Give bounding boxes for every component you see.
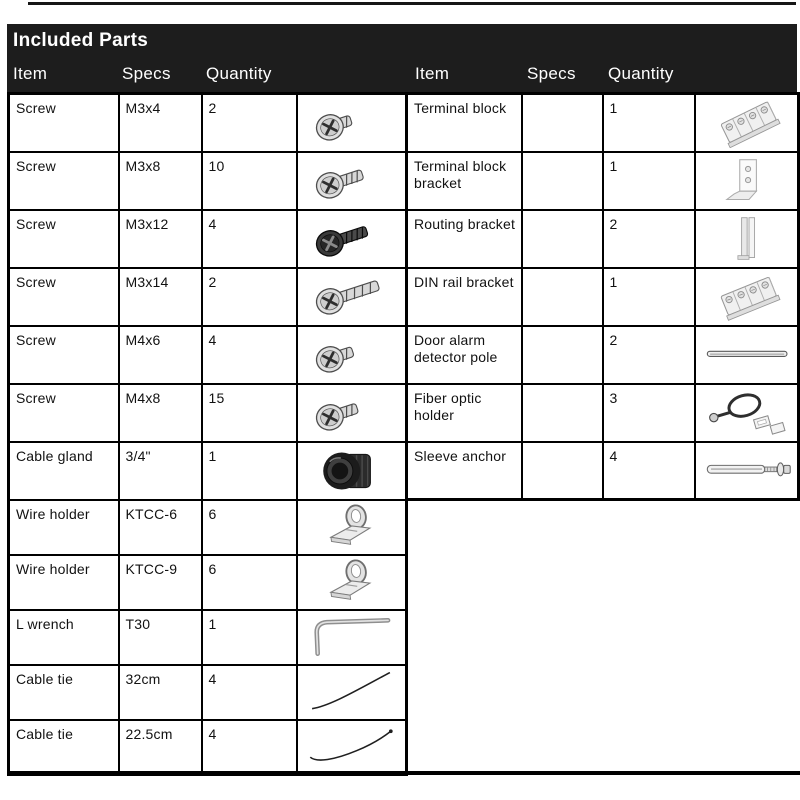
quantity-cell: 4 [202, 210, 297, 268]
part-image-cell [695, 268, 799, 326]
table-row [9, 326, 407, 384]
wire-holder-icon [303, 502, 399, 552]
table-row [407, 326, 799, 384]
quantity-cell: 4 [202, 720, 297, 775]
specs-cell: 32cm [119, 665, 202, 720]
quantity-cell: 15 [202, 384, 297, 442]
part-image-cell [695, 442, 799, 500]
quantity-cell: 4 [202, 326, 297, 384]
part-image-cell [297, 210, 407, 268]
table-row [407, 210, 799, 268]
terminal-block-icon [701, 98, 797, 148]
sleeve-anchor-icon [701, 445, 797, 495]
right-item-column-header: Item [415, 64, 450, 83]
screw-m4x8-icon [303, 388, 399, 438]
wire-holder-icon [303, 557, 399, 607]
quantity-cell: 2 [202, 94, 297, 152]
part-image-cell [297, 720, 407, 775]
table-row [9, 442, 407, 500]
part-image-cell [297, 94, 407, 152]
table-row [9, 720, 407, 775]
part-image-cell [297, 384, 407, 442]
table-row [9, 610, 407, 665]
item-cell: Cable gland [9, 442, 119, 500]
part-image-cell [297, 665, 407, 720]
item-cell: Screw [9, 210, 119, 268]
part-image-cell [297, 500, 407, 555]
specs-cell: M4x6 [119, 326, 202, 384]
specs-cell: KTCC-9 [119, 555, 202, 610]
specs-cell: M3x12 [119, 210, 202, 268]
left-item-column-header: Item [13, 64, 48, 83]
table-row [407, 268, 799, 326]
item-cell: Terminal block [407, 94, 522, 152]
specs-cell [522, 210, 603, 268]
item-cell: Sleeve anchor [407, 442, 522, 500]
quantity-cell: 10 [202, 152, 297, 210]
specs-cell [522, 268, 603, 326]
quantity-cell: 2 [202, 268, 297, 326]
table-row [407, 152, 799, 210]
quantity-cell: 2 [603, 326, 695, 384]
item-cell: Fiber optic holder [407, 384, 522, 442]
table-row [9, 555, 407, 610]
left-specs-column-header: Specs [122, 64, 171, 83]
part-image-cell [297, 555, 407, 610]
specs-cell: M4x8 [119, 384, 202, 442]
table-row [9, 94, 407, 152]
specs-cell [522, 326, 603, 384]
screw-m4x6-icon [303, 330, 399, 380]
routing-bracket-icon [701, 214, 797, 264]
item-cell: DIN rail bracket [407, 268, 522, 326]
quantity-cell: 4 [202, 665, 297, 720]
detector-pole-icon [701, 330, 797, 380]
quantity-cell: 3 [603, 384, 695, 442]
bottom-border-line [7, 771, 800, 775]
quantity-cell: 1 [202, 442, 297, 500]
top-border-line [28, 2, 796, 5]
part-image-cell [695, 152, 799, 210]
part-image-cell [695, 384, 799, 442]
specs-cell: M3x14 [119, 268, 202, 326]
screw-m3x8-icon [303, 156, 399, 206]
specs-cell: 3/4" [119, 442, 202, 500]
quantity-cell: 1 [603, 94, 695, 152]
item-cell: Door alarm detector pole [407, 326, 522, 384]
specs-cell: M3x8 [119, 152, 202, 210]
included-parts-table-right [405, 92, 800, 501]
part-image-cell [297, 326, 407, 384]
quantity-cell: 1 [603, 268, 695, 326]
specs-cell [522, 94, 603, 152]
l-wrench-icon [303, 612, 399, 662]
table-row [9, 268, 407, 326]
item-cell: Terminal block bracket [407, 152, 522, 210]
table-row [9, 665, 407, 720]
table-row [9, 500, 407, 555]
right-table-body [407, 94, 799, 500]
screw-m3x12-icon [303, 214, 399, 264]
cable-gland-icon [303, 446, 399, 496]
item-cell: Routing bracket [407, 210, 522, 268]
item-cell: Screw [9, 384, 119, 442]
screw-m3x4-icon [303, 98, 399, 148]
part-image-cell [695, 210, 799, 268]
quantity-cell: 6 [202, 500, 297, 555]
quantity-cell: 1 [202, 610, 297, 665]
included-parts-table-left [7, 92, 408, 776]
item-cell: Cable tie [9, 720, 119, 775]
cable-tie-long-icon [303, 667, 399, 717]
item-cell: Wire holder [9, 555, 119, 610]
fiber-optic-holder-icon [701, 388, 797, 438]
item-cell: Cable tie [9, 665, 119, 720]
quantity-cell: 6 [202, 555, 297, 610]
specs-cell [522, 384, 603, 442]
table-row [407, 384, 799, 442]
quantity-cell: 1 [603, 152, 695, 210]
part-image-cell [297, 610, 407, 665]
right-specs-column-header: Specs [527, 64, 576, 83]
page-title: Included Parts [13, 30, 149, 51]
left-table-body [9, 94, 407, 775]
part-image-cell [297, 442, 407, 500]
left-quantity-column-header: Quantity [206, 64, 272, 83]
cable-tie-short-icon [303, 722, 399, 772]
table-row [407, 442, 799, 500]
part-image-cell [695, 326, 799, 384]
table-row [9, 210, 407, 268]
quantity-cell: 2 [603, 210, 695, 268]
quantity-cell: 4 [603, 442, 695, 500]
table-row [9, 152, 407, 210]
item-cell: L wrench [9, 610, 119, 665]
table-row [407, 94, 799, 152]
specs-cell: KTCC-6 [119, 500, 202, 555]
specs-cell: T30 [119, 610, 202, 665]
specs-cell: M3x4 [119, 94, 202, 152]
item-cell: Screw [9, 94, 119, 152]
item-cell: Screw [9, 152, 119, 210]
screw-m3x14-icon [303, 272, 399, 322]
item-cell: Screw [9, 268, 119, 326]
specs-cell: 22.5cm [119, 720, 202, 775]
item-cell: Screw [9, 326, 119, 384]
part-image-cell [297, 268, 407, 326]
terminal-block-bracket-icon [701, 156, 797, 206]
item-cell: Wire holder [9, 500, 119, 555]
table-row [9, 384, 407, 442]
part-image-cell [297, 152, 407, 210]
specs-cell [522, 442, 603, 500]
din-rail-bracket-icon [701, 272, 797, 322]
right-quantity-column-header: Quantity [608, 64, 674, 83]
part-image-cell [695, 94, 799, 152]
specs-cell [522, 152, 603, 210]
